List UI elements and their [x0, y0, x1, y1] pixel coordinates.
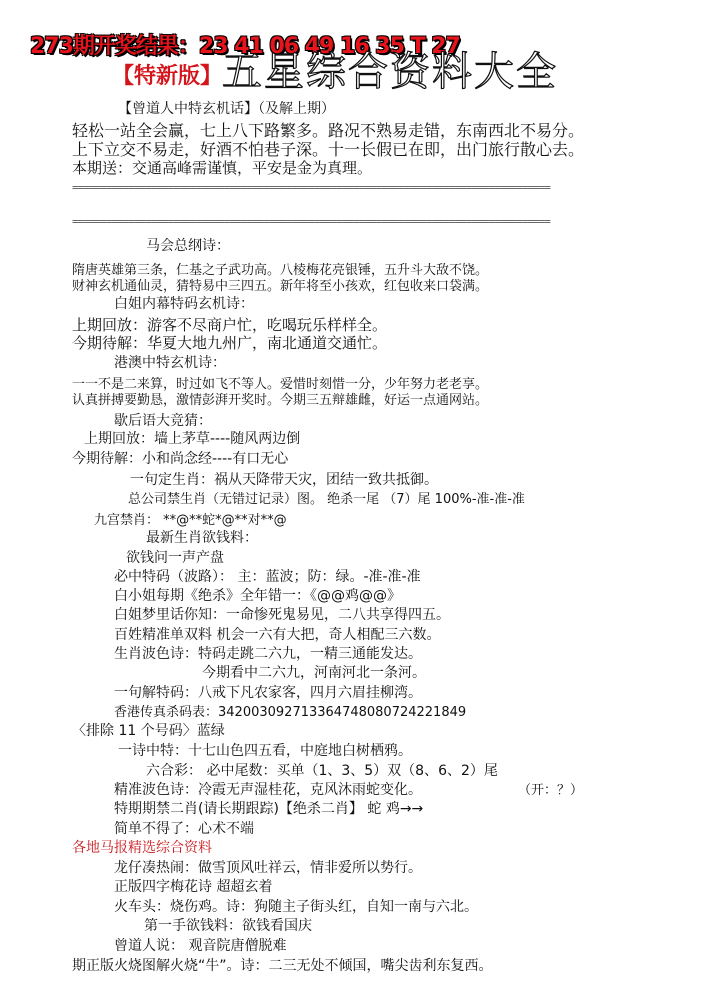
yijujie-line: 一句解特码：八戒下凡农家客，四月六眉挂柳湾。 [114, 685, 422, 701]
page-title: 五星综合资料大全 [222, 49, 558, 95]
jiandan-line: 简单不得了：心术不端 [114, 821, 254, 837]
intro-line-1: 轻松一站全会赢，七上八下路繁多。路况不熟易走错，东南西北不易分。 [72, 121, 585, 140]
bizhong-line: 必中特码（波路）： 主：蓝波；防：绿。-准-准-准 [114, 569, 421, 585]
zengdao-line: 曾道人说： 观音院唐僧脱难 [114, 938, 287, 954]
yiju-line: 一句定生肖：祸从天降带天灾，团结一致共抵御。 [130, 472, 438, 488]
shengxiao-line-2: 今期看中二六九，河南河北一条河。 [202, 665, 426, 681]
baiji-prev: 上期回放：游客不尽商户忙，吃喝玩乐样样全。 [72, 316, 388, 334]
baiji-now: 今期待解：华夏大地九州广，南北通道交通忙。 [72, 334, 388, 352]
intro-line-2: 上下立交不易走，好酒不怕巷子深。十一长假已在即，出门旅行散心去。 [72, 140, 585, 159]
gangao-title: 港澳中特玄机诗： [114, 355, 226, 371]
zonggongsi-line: 总公司禁生肖（无错过记录）图。 绝杀一尾 （7）尾 100%-准-准-准 [128, 492, 525, 507]
diyishou-line: 第一手欲钱料：欲钱看国庆 [144, 918, 312, 934]
intro-heading: 【曾道人中特玄机话】（及解上期） [118, 101, 335, 117]
teqi-line: 特期期禁二肖(请长期跟踪)【绝杀二肖】 蛇 鸡→→ [114, 801, 424, 817]
regional-title: 各地马报精选综合资料 [72, 840, 212, 856]
yuqian-line: 欲钱问一声产盘 [126, 550, 224, 566]
intro-line-3: 本期送：交通高峰需谨慎，平安是金为真理。 [72, 159, 373, 177]
baiji-title: 白姐内幕特码玄机诗： [114, 296, 254, 312]
baixing-line: 百姓精准单双料 机会一六有大把，奇人相配三六数。 [114, 627, 441, 643]
shengxiao-line-1: 生肖波色诗：特码走跳二六九，一精三通能发达。 [114, 646, 422, 662]
mahui-line-2: 财神玄机通仙灵，猜特易中三四五。新年将至小孩欢，红包收来口袋满。 [72, 279, 489, 294]
huoshao-line: 期正版火烧图解火烧“牛”。诗：二三无处不倾国，嘴尖齿利东复西。 [72, 958, 493, 974]
paichu-line: 〈排除 11 个号码〉蓝绿 [72, 723, 225, 739]
zhengban-line: 正版四字梅花诗 超超玄着 [114, 879, 273, 895]
mahui-line-1: 隋唐英雄第三条，仁基之子武功高。八棱梅花亮银锤，五升斗大敌不饶。 [72, 263, 489, 278]
jingzhun-line: 精准波色诗：冷霞无声湿桂花，克风沐雨蛇变化。 [114, 782, 422, 798]
mengyan-line: 白姐梦里话你知：一命惨死鬼易见，二八共享得四五。 [114, 607, 450, 623]
jiugong-line: 九宫禁肖： **@**蛇*@**对**@ [94, 513, 287, 528]
gangao-line-1: 一一不是二来算，时过如飞不等人。爱惜时刻惜一分，少年努力老老享。 [72, 377, 489, 392]
xianggang-line: 香港传真杀码表：34200309271336474808072422184​9 [114, 705, 467, 720]
edition-label: 【特新版】 [112, 64, 223, 89]
separator-line: ===================================================================================== [72, 215, 550, 228]
mahui-title: 马会总纲诗： [146, 238, 230, 254]
separator-line: ===================================================================================== [72, 181, 550, 194]
draw-result-banner: 273期开奖结果：23 41 06 49 16 35 T 27 [30, 34, 460, 59]
liuhe-line: 六合彩： 必中尾数：买单（1、3、5）双（8、6、2）尾 [146, 763, 498, 779]
zuixin-line: 最新生肖欲钱料： [146, 530, 258, 546]
kai-label: （开：？） [518, 783, 584, 798]
yishi-line: 一诗中特：十七山色四五看，中庭地白树栖鸦。 [118, 743, 412, 759]
xiaojie-line: 白小姐每期《绝杀》全年错一：《@@鸡@@》 [114, 588, 401, 604]
xiehouyu-title: 歇后语大竞猜： [114, 413, 212, 429]
huoche-line: 火车头：烧伤鸡。诗：狗随主子街头红，自知一南与六北。 [114, 899, 478, 915]
longzai-line: 龙仔凑热闹：做雪顶风吐祥云，情非爱所以势行。 [114, 860, 422, 876]
xiehouyu-now: 今期待解：小和尚念经----有口无心 [72, 451, 289, 467]
xiehouyu-prev: 上期回放：墙上茅草----随风两边倒 [84, 431, 301, 447]
gangao-line-2: 认真拼搏要勤恳，激情彭湃开奖时。今期三五辩雄雌，好运一点通网站。 [72, 393, 489, 408]
